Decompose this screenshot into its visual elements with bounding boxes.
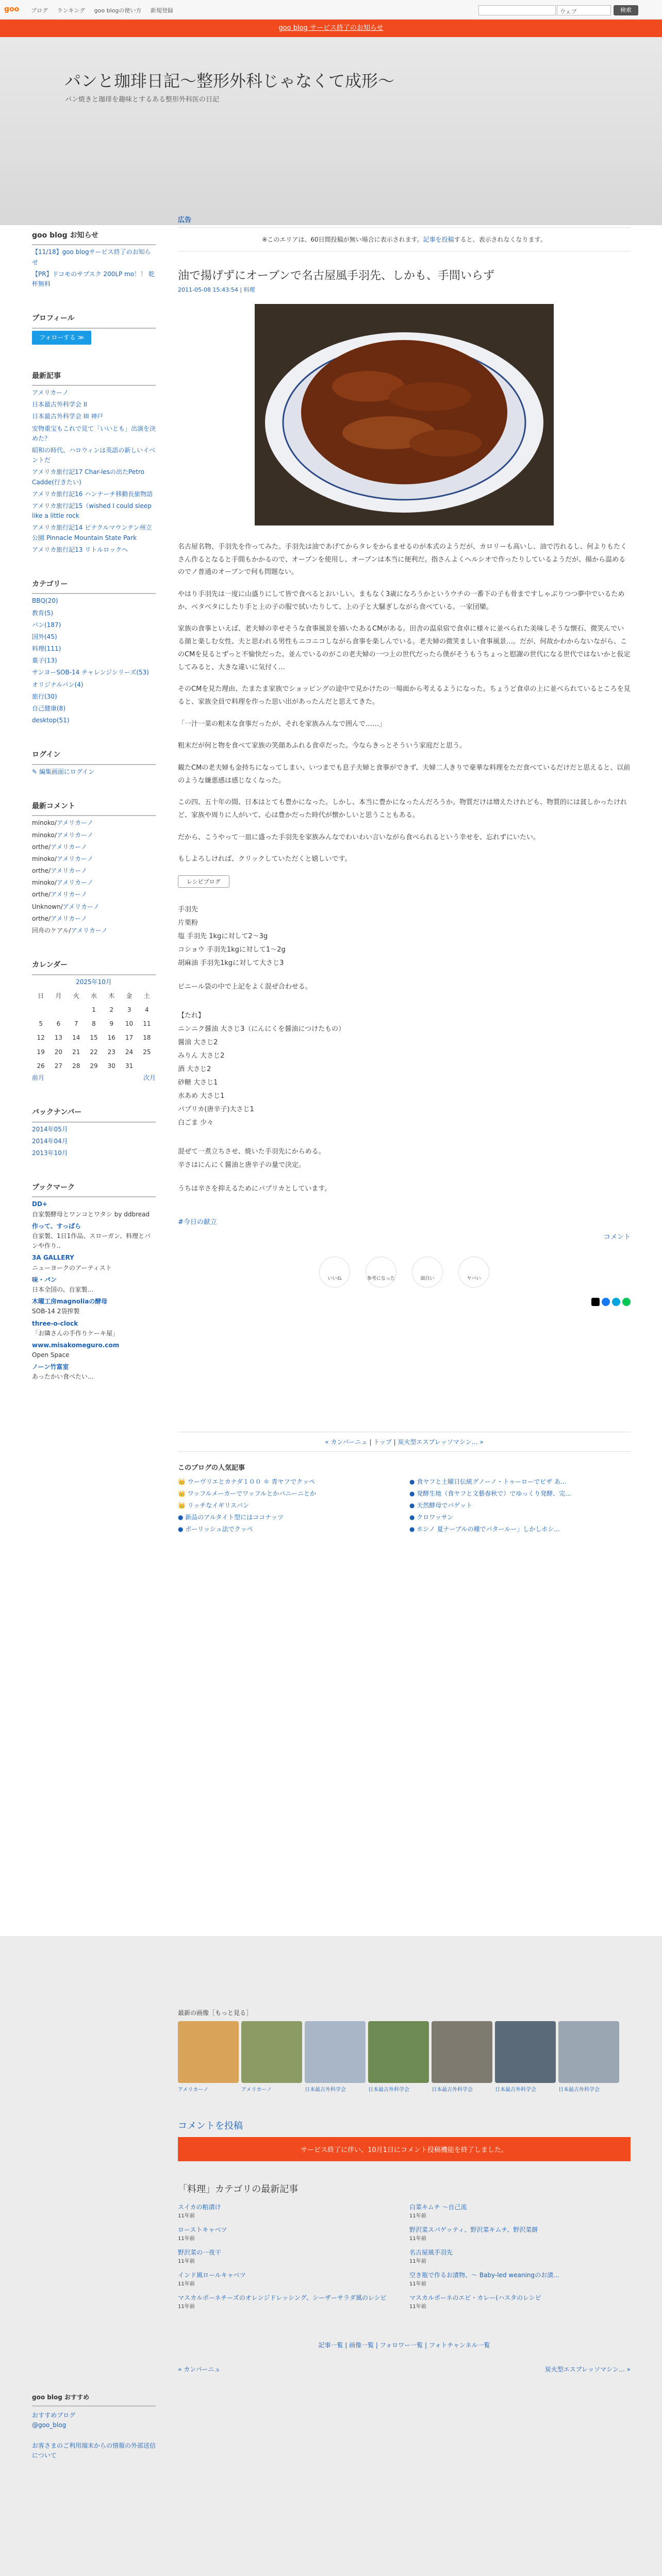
category-title: カテゴリー	[32, 575, 156, 594]
facebook-share-icon[interactable]	[602, 1298, 610, 1306]
category-item[interactable]: サンヨーSOB-14 チャレンジシリーズ(53)	[32, 669, 149, 676]
article-paragraph: 家族の食事といえば、老夫婦の幸せそうな食事風景を描いたあるCMがある。田舎の温泉宿で食卓に様々に並べられた美味しそうな懐石、微笑んでいる顔と楽しむ女性、夫と思われる男性もニコニコしながら食事を楽しんでいる。老夫婦の微笑ましい食事風景…。だが、何故かわからないながら、このCMを見るとずっと不愉快だった。並んでいるのがこの老夫婦の一つ上の世代だったら僕がそうもうちょっと慰謝の世代になる世代ではないかと仮定してみると、大きな違いに気付く…	[178, 625, 631, 671]
article-meta: 2011-05-08 15:43:54 | 料理	[178, 286, 255, 293]
goo-logo[interactable]: goo	[4, 5, 20, 13]
recent-item[interactable]: 日本最古外科学会 III 神戸	[32, 413, 104, 420]
ingredients: 手羽先 片栗粉 塩 手羽先 1kgに対して2〜3g コショウ 手羽先1kgに対して1〜2g 胡麻油 手羽先1kgに対して大さじ3 ビニール袋の中で上記をよく混ぜ合わせる。	[178, 906, 312, 991]
follow-button[interactable]: フォローする ≫	[32, 331, 91, 345]
recent-item[interactable]: 昭和の時代、ハロウィンは英語の新しいイベントだ	[32, 447, 156, 464]
reaction-helpful[interactable]: 参考になった	[366, 1257, 396, 1287]
thumb-image[interactable]	[558, 2021, 619, 2083]
search-button[interactable]: 検索	[614, 5, 638, 15]
category-item[interactable]: 旅行(30)	[32, 692, 57, 700]
post-link[interactable]: 記事を投稿	[423, 236, 454, 243]
popular-item[interactable]: ● クロワッサン	[409, 1514, 454, 1521]
article-tag[interactable]: #今日の献立	[178, 1218, 217, 1227]
comment-item[interactable]: orthe/アメリカーノ	[32, 914, 87, 922]
recent-item[interactable]: アメリカ旅行記13 リトルロックへ	[32, 546, 128, 553]
category-latest-item[interactable]: マスカルポーネのエビ・カレー(ハスタのレシピ 11年前	[409, 2294, 541, 2310]
notice-widget	[32, 227, 156, 289]
category-widget	[32, 575, 156, 725]
recent-item[interactable]: アメリカ旅行記17 Char-lesの出たPetro Cadde(行きたい)	[32, 468, 144, 486]
notice-widget-title: goo blog お知らせ	[32, 227, 156, 245]
category-item[interactable]: オリジナルパン(4)	[32, 681, 84, 688]
popular-item[interactable]: 👑 ウーヴリエとカナダ１００ ＊ 青ヤフでクッペ	[178, 1478, 315, 1486]
ad-label: 広告	[178, 211, 631, 228]
backnumber-item[interactable]: 2014年05月	[32, 1125, 68, 1133]
thumb-image[interactable]	[241, 2021, 302, 2083]
thumb-image[interactable]	[495, 2021, 556, 2083]
bookmark-item[interactable]: 3A GALLERY ニューヨークのアーティスト	[32, 1254, 112, 1272]
calendar-month: 2025年10月	[76, 978, 112, 986]
popular-item[interactable]: ● 天然酵母でバゲット	[409, 1502, 472, 1510]
popular-item[interactable]: ● ホシノ 夏ナーブルの種でバタールー」しかしホシ...	[409, 1526, 560, 1533]
nav-ranking[interactable]: ランキング	[57, 7, 86, 14]
sidebar	[32, 227, 156, 1403]
popular-item[interactable]: ● ポーリッシュ法でクッペ	[178, 1526, 253, 1533]
main-content	[178, 211, 631, 1533]
comment-item[interactable]: orthe/アメリカーノ	[32, 891, 87, 899]
backnumber-widget	[32, 1104, 156, 1158]
footer-sidebar-note[interactable]: お客さまのご利用端末からの情報の外部送信について	[32, 2442, 156, 2459]
recent-item[interactable]: アメリカ旅行記15（wished I could sleep like a little rock	[32, 502, 152, 520]
recent-item[interactable]: アメリカ旅行記16 ハンナーチ移動長旅物語	[32, 490, 153, 498]
category-latest-item[interactable]: ローストキャベツ 11年前	[178, 2226, 227, 2242]
comment-form-title: コメントを投稿	[178, 2121, 243, 2131]
backnumber-title: バックナンバー	[32, 1104, 156, 1122]
article-paragraph: この四、五十年の間、日本はとても豊かになった。しかし、本当に豊かになったんだろうか。物質だけは増えたけれども、物質的には貧しかったけれど、家族や周りに人がいて、心は豊かだった時代が懐かしいと思うこともある。	[178, 799, 627, 819]
bookmark-item[interactable]: 木曜工房magnoliaの酵母 SOB-14 2袋搾製	[32, 1298, 108, 1315]
top-bar	[0, 0, 662, 20]
category-latest-list	[178, 2202, 631, 2310]
category-latest-item[interactable]: スイカの粕漬け 11年前	[178, 2204, 221, 2219]
popular-widget: このブログの人気記事 👑 ウーヴリエとカナダ１００ ＊ 青ヤフでクッペ ● 食ヤフと土曜日伝統グノーノ・トゥーローでピザ あ... 👑 ワッフルメーカーでワッフルとかバニーニとか ● 発酵生地（食ヤフと文藝春秋で）でゆっくり発酵、完... 👑 リッチなイギリスパン ● 天然酵母でバゲット ● 新品のアルタイト型にはココナッツ ● クロワッサン ● ポーリッシュ法でクッペ ● ホシノ 夏ナーブルの種でバタールー」しかしホシ...	[178, 1462, 631, 1533]
comment-item[interactable]: 回舟のケアル/アメリカーノ	[32, 927, 108, 935]
top-link[interactable]: トップ	[373, 1438, 392, 1446]
footer-sidebar-item[interactable]: おすすめブログ	[32, 2412, 76, 2419]
category-latest-item[interactable]: 白菜キムチ 〜自己流 11年前	[409, 2204, 467, 2219]
footer-nav	[178, 2365, 631, 2374]
recent-item[interactable]: 日本最古外科学会 II	[32, 401, 87, 409]
backnumber-item[interactable]: 2013年10月	[32, 1149, 68, 1157]
blog-subtitle: パン焼きと珈琲を趣味とするある整形外科医の日記	[65, 96, 220, 104]
reactions	[178, 1257, 631, 1287]
category-item[interactable]: desktop(51)	[32, 717, 70, 724]
recent-widget	[32, 367, 156, 555]
bookmark-item[interactable]: 作って、すっぱら 自家製、1日1作品、スローガン、料理とパンや作り..	[32, 1222, 151, 1250]
category-latest-item[interactable]: 空き瓶で作るお漬物、〜 Baby-led weaningのお漬... 11年前	[409, 2272, 559, 2287]
thumb-image[interactable]	[305, 2021, 366, 2083]
comment-item[interactable]: minoko/アメリカーノ	[32, 855, 93, 862]
recent-title: 最新記事	[32, 367, 156, 386]
blog-title[interactable]: パンと珈琲日記〜整形外科じゃなくて成形〜	[64, 71, 395, 91]
thumb-row	[178, 2021, 631, 2085]
bookmark-item[interactable]: 味・パン 日本全国の、自家製…	[32, 1276, 94, 1293]
nav-blog[interactable]: ブログ	[31, 7, 48, 14]
steps: 混ぜて一煮立ちさせ、焼いた手羽先にからめる。 辛さはにんにく醤油と唐辛子の量で決定。 うちは辛さを抑えるためにパプリカとしています。	[178, 1148, 332, 1193]
calendar-title: カレンダー	[32, 956, 156, 975]
popular-item[interactable]: 👑 ワッフルメーカーでワッフルとかバニーニとか	[178, 1490, 317, 1498]
recent-item[interactable]: アメリカーノ	[32, 389, 69, 397]
popular-item[interactable]: ● 食ヤフと土曜日伝統グノーノ・トゥーローでピザ あ...	[409, 1478, 567, 1486]
recent-item[interactable]: アメリカ旅行記14 ピナクルマウンテン州立公園 Pinnacle Mountain State Park	[32, 524, 152, 541]
footer-links[interactable]: 記事一覧 | 画像一覧 | フォロワー一覧 | フォトチャンネル一覧	[318, 2342, 490, 2349]
thumb-caption-row: アメリカーノ アメリカーノ 日本最古外科学会 日本最古外科学会 日本最古外科学会 日本最古外科学会 日本最古外科学会	[178, 2087, 600, 2093]
category-item[interactable]: 国外(45)	[32, 633, 57, 640]
calendar-next[interactable]: 次月	[143, 1074, 156, 1081]
category-latest-item[interactable]: 野沢菜スパゲッティ、野沢菜キムチ、野沢菜餅 11年前	[409, 2226, 538, 2242]
article-paragraph: やはり手羽先は一度に山盛りにして皆で食べるとおいしい。まもなく3歳になろうかというウチの一番下の子も骨まですしゃぶりつつ夢中でいるためか、ベタベタにしたり手と上の子の服で拭いたりして、上の子と大騒ぎしながら食べている。一家団欒。	[178, 590, 625, 611]
share-icons	[178, 1298, 631, 1308]
nav-register[interactable]: 新規登録	[150, 7, 173, 14]
prev-article-link[interactable]: « カンパーニュ	[325, 1438, 368, 1446]
recipe-blog-button[interactable]: レシピブログ	[178, 875, 229, 888]
next-article-link[interactable]: 炭火型エスプレッソマシン… »	[398, 1438, 484, 1446]
article-paragraph: そのCMを見た理由、たまたま家族でショッピングの途中で見かけたの一場面から考えるようになった。ちょうど食卓の上に並べられているところを見ると、家族全員で料理を作った思い出があったんだと思えてきた。	[178, 685, 631, 706]
reaction-like[interactable]: いいね	[319, 1257, 350, 1287]
calendar-table: 日 月 火 水 木 金 土 1 2 3 4 5 6 7 8 9 10 11 12 13 14 15 16 17 18 19 20 21 22 23 24 25 26 27 28 29 30 31	[37, 992, 151, 1070]
login-widget	[32, 746, 156, 777]
comment-item[interactable]: minoko/アメリカーノ	[32, 879, 93, 887]
notice-item[interactable]: 【PR】ドコモのサブスク 200LP mo！！ 乾杯無料	[32, 270, 155, 287]
article-paragraph: 粗末だが何と物を食べて家族の笑顔あふれる食卓だった。今ならきっとそういう家庭だと思う。	[178, 742, 467, 750]
comment-item[interactable]: minoko/アメリカーノ	[32, 831, 93, 839]
article-paragraph: だから、こうやって一皿に盛った手羽先を家族みんなでわいわい言いながら食べられるという幸せを、忘れずにいたい。	[178, 833, 540, 841]
recent-item[interactable]: 安物重宝もこれで見て「いいとも」出演を決めた？	[32, 425, 156, 442]
service-notice[interactable]: goo blog サービス終了のお知らせ	[0, 20, 662, 37]
category-item[interactable]: 料理(111)	[32, 645, 61, 653]
top-nav	[31, 6, 180, 14]
blog-header	[0, 37, 662, 225]
category-item[interactable]: パン(187)	[32, 621, 61, 629]
notice-item[interactable]: 【11/18】goo blogサービス終了のお知らせ	[32, 248, 151, 266]
footer-main	[178, 2008, 631, 2374]
article-title[interactable]: 油で揚げずにオーブンで名古屋風手羽先、しかも、手間いらず	[178, 269, 495, 282]
bookmark-item[interactable]: www.misakomeguro.com Open Space	[32, 1341, 120, 1359]
search-select[interactable]: ウェブ	[557, 5, 611, 15]
thumb-image[interactable]	[432, 2021, 492, 2083]
bookmark-item[interactable]: DD+ 自家製酵母とワンコとワタシ by ddbread	[32, 1200, 150, 1218]
category-item[interactable]: 教育(5)	[32, 609, 53, 617]
category-item[interactable]: 自己健康(8)	[32, 705, 65, 712]
hatena-share-icon[interactable]	[612, 1298, 620, 1306]
category-latest-item[interactable]: マスカルポーネチーズのオレンジドレッシング、シーザーサラダ風のレシピ 11年前	[178, 2294, 387, 2310]
x-share-icon[interactable]	[591, 1298, 600, 1306]
comment-closed-notice: サービス終了に伴い、10月1日にコメント投稿機能を終了しました。	[178, 2137, 631, 2161]
comment-link[interactable]: コメント	[603, 1233, 631, 1242]
bookmark-widget	[32, 1179, 156, 1382]
article-photo	[255, 304, 554, 526]
article-category[interactable]: 料理	[243, 286, 255, 293]
line-share-icon[interactable]	[622, 1298, 631, 1306]
comment-item[interactable]: orthe/アメリカーノ	[32, 867, 87, 875]
article-nav: « カンパーニュ | トップ | 炭火型エスプレッソマシン… »	[178, 1432, 631, 1452]
tare: 【たれ】 ニンニク醤油 大さじ3（にんにくを醤油につけたもの） 醤油 大さじ2 みりん 大さじ2 酒 大さじ2 砂糖 大さじ1 水あめ 大さじ1 パプリカ(唐辛子)大さじ1 白ごま 少々	[178, 1012, 345, 1127]
category-latest-item[interactable]: 野沢菜の一夜干 11年前	[178, 2249, 222, 2264]
article-paragraph: もしよろしければ、クリックしていただくと嬉しいです。	[178, 855, 352, 863]
backnumber-item[interactable]: 2014年04月	[32, 1137, 68, 1145]
popular-item[interactable]: ● 新品のアルタイト型にはココナッツ	[178, 1514, 284, 1521]
nav-howto[interactable]: goo blogの使い方	[94, 7, 142, 14]
bookmark-title: ブックマーク	[32, 1179, 156, 1197]
footer-next-link[interactable]: 炭火型エスプレッソマシン… »	[544, 2366, 631, 2373]
profile-title: プロフィール	[32, 310, 156, 328]
article-paragraph: 名古屋名物、手羽先を作ってみた。手羽先は油であげてからタレをからませるのが本式のようだが、カロリーも高いし、油で汚れるし、何よりもたくさん作るとなると手間もかかるので、オーブンを使用し、オーブンは本当に便利だ。指さんよくヘルシオで作ったりしているようだが、揚から温めるのでノ普通のオーブンで何も問題ない。	[178, 543, 627, 577]
category-latest-item[interactable]: インド風ロールキャベツ 11年前	[178, 2272, 246, 2287]
login-title: ログイン	[32, 746, 156, 765]
popular-item[interactable]: 👑 リッチなイギリスパン	[178, 1502, 250, 1510]
reaction-funny[interactable]: 面白い	[412, 1257, 443, 1287]
footer-area	[0, 1936, 662, 2576]
thumb-image[interactable]	[178, 2021, 239, 2083]
profile-widget	[32, 310, 156, 347]
ad-section	[178, 211, 631, 251]
bookmark-item[interactable]: ノーン竹富室 あったかい食べたい…	[32, 1363, 94, 1381]
bookmark-item[interactable]: three-o-clock 「お隣さんの手作りケーキ屋」	[32, 1319, 119, 1337]
reaction-wow[interactable]: ヤバい	[458, 1257, 489, 1287]
ad-text: ※このエリアは、60日間投稿が無い場合に表示されます。記事を投稿すると、表示されなくなります。	[178, 228, 631, 251]
latest-images-title: 最新の画像［もっと見る］	[178, 2009, 253, 2016]
calendar-widget	[32, 956, 156, 1083]
pencil-icon: ✎	[32, 768, 39, 775]
thumb-image[interactable]	[368, 2021, 429, 2083]
calendar-prev[interactable]: 前月	[32, 1074, 45, 1081]
category-latest-title: 「料理」カテゴリの最新記事	[178, 2184, 299, 2195]
login-link[interactable]: ✎ 編集画面にログイン	[32, 768, 95, 775]
article-paragraph: 観たCMの老夫婦も金持ちになってしまい、いつまでも息子夫婦と食事ができず、夫婦二人きりで豪華な料理をただ食べているだけだと思えると、以前のような嫌悪感は感じなくなった。	[178, 764, 631, 785]
search-input[interactable]	[478, 5, 556, 15]
footer-sidebar-title: goo blog おすすめ	[32, 2389, 156, 2406]
category-latest-item[interactable]: 名古屋風手羽先 11年前	[409, 2249, 453, 2264]
footer-sidebar	[32, 1998, 156, 2461]
footer-prev-link[interactable]: « カンパーニュ	[178, 2366, 221, 2373]
comment-item[interactable]: Unknown/アメリカーノ	[32, 903, 100, 910]
popular-item[interactable]: ● 発酵生地（食ヤフと文藝春秋で）でゆっくり発酵、完...	[409, 1490, 571, 1498]
comments-widget	[32, 798, 156, 936]
category-item[interactable]: BBQ(20)	[32, 597, 58, 605]
comments-title: 最新コメント	[32, 798, 156, 816]
comment-item[interactable]: minoko/アメリカーノ	[32, 819, 93, 827]
footer-sidebar-item[interactable]: @goo_blog	[32, 2421, 67, 2429]
category-item[interactable]: 菓子(13)	[32, 657, 57, 665]
comment-item[interactable]: orthe/アメリカーノ	[32, 843, 87, 851]
article-paragraph: 「一汁一菜の粗末な食事だったが、それを家族みんなで囲んで……」	[178, 720, 386, 728]
